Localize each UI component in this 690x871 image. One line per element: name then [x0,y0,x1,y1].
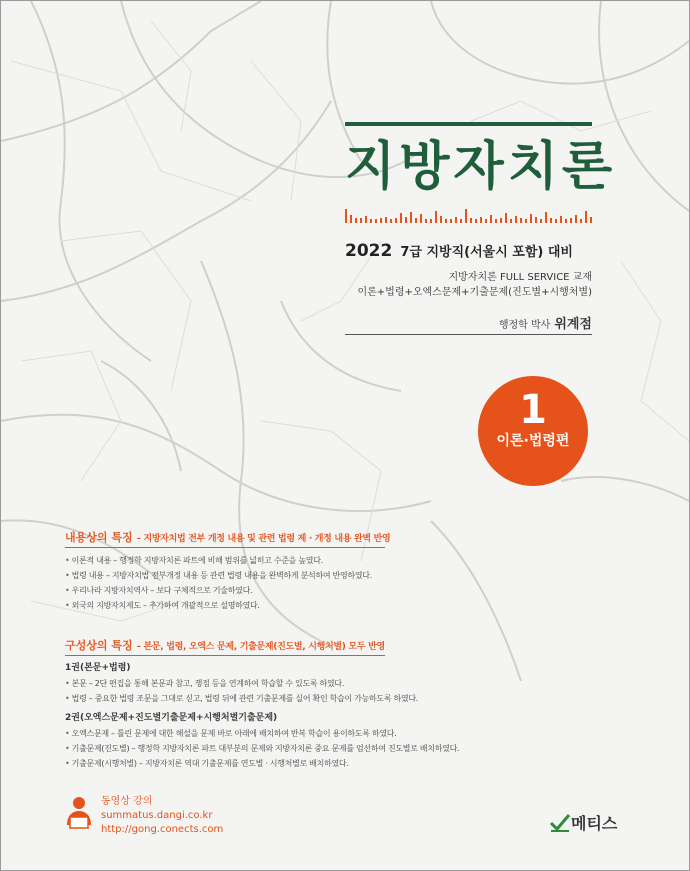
list-item: • 법령 내용 – 지방자치법 전부개정 내용 등 관련 법령 내용을 완벽하게 분석하여 반영하였다. [65,568,625,583]
list-item: • 기출문제(시행처별) – 지방자치론 역대 기출문제를 연도별 · 시행처별로 배치하였다. [65,756,625,771]
list-item: • 외국의 지방자치제도 – 추가하여 개괄적으로 설명하였다. [65,598,625,613]
video-url-2[interactable]: http://gong.conects.com [101,824,224,835]
volume-label: 이론·법령편 [496,433,570,449]
author-name: 위계점 [554,317,592,332]
section-rule [65,547,385,548]
author-credit [499,313,592,332]
volume1-list [65,676,625,706]
author-role: 행정학 박사 [498,320,551,331]
title-top-rule [345,122,592,126]
publisher-logo [549,809,629,837]
list-item: • 법령 – 중요한 법령 조문을 그대로 싣고, 법령 뒤에 관련 기출문제를 실어 확인 학습이 가능하도록 하였다. [65,691,625,706]
section-subtitle: – 지방자치법 전부 개정 내용 및 관련 법령 제 · 개정 내용 완벽 반영 [136,534,391,544]
volume1-heading: 1권(본문+법령) [65,663,131,673]
edition-year: 2022 [345,241,393,261]
publisher-name: 메티스 [571,814,618,833]
video-text [101,795,223,837]
video-heading: 동영상 강의 [101,796,153,807]
list-item: • 기출문제(진도별) – 행정학 지방자치론 파트 대부분의 문제와 지방자치론 중요 문제를 엄선하여 진도별로 배치하였다. [65,741,625,756]
section-heading: 내용상의 특징 – 지방자치법 전부 개정 내용 및 관련 법령 제 · 개정 내용 완벽 반영 [65,531,391,544]
publisher-mark-icon [549,811,571,833]
author-rule [345,334,592,335]
list-item: • 이론적 내용 – 행정학 지방자치론 파트에 비해 범위를 넓히고 수준을 높였다. [65,553,625,568]
book-description [357,270,592,300]
equalizer-decoration [345,209,592,223]
section-subtitle: – 본문, 법령, 오엑스 문제, 기출문제(진도별, 시행처별) 모두 반영 [136,642,385,652]
instructor-icon [65,795,93,831]
section-rule [65,655,385,656]
list-item: • 오엑스문제 – 틀린 문제에 대한 해설을 문제 바로 아래에 배치하여 반복 학습이 용이하도록 하였다. [65,726,625,741]
volume-badge [478,376,588,486]
volume2-list [65,726,625,771]
volume-number: 1 [519,387,547,433]
description-line-1: 지방자치론 FULL SERVICE 교재 [448,272,592,283]
video-lecture-info [65,795,265,835]
feature-list [65,553,625,613]
exam-target: 7급 지방직(서울시 포함) 대비 [400,245,573,260]
structure-features-section [65,637,625,771]
book-title: 지방자치론 [345,137,617,197]
section-heading: 구성상의 특징 – 본문, 법령, 오엑스 문제, 기출문제(진도별, 시행처별) 모두 반영 [65,639,385,652]
exam-target-line [345,241,592,263]
description-line-2: 이론+법령+오엑스문제+기출문제(진도별+시행처별) [357,287,592,298]
video-url-1[interactable]: summatus.dangi.co.kr [101,810,213,821]
list-item: • 우리나라 지방자치역사 – 보다 구체적으로 기술하였다. [65,583,625,598]
list-item: • 본문 – 2단 편집을 통해 본문과 참고, 쟁점 등을 연계하여 학습할 수 있도록 하였다. [65,676,625,691]
volume2-heading: 2권(오엑스문제+진도별기출문제+시행처별기출문제) [65,713,278,723]
content-features-section [65,529,625,613]
